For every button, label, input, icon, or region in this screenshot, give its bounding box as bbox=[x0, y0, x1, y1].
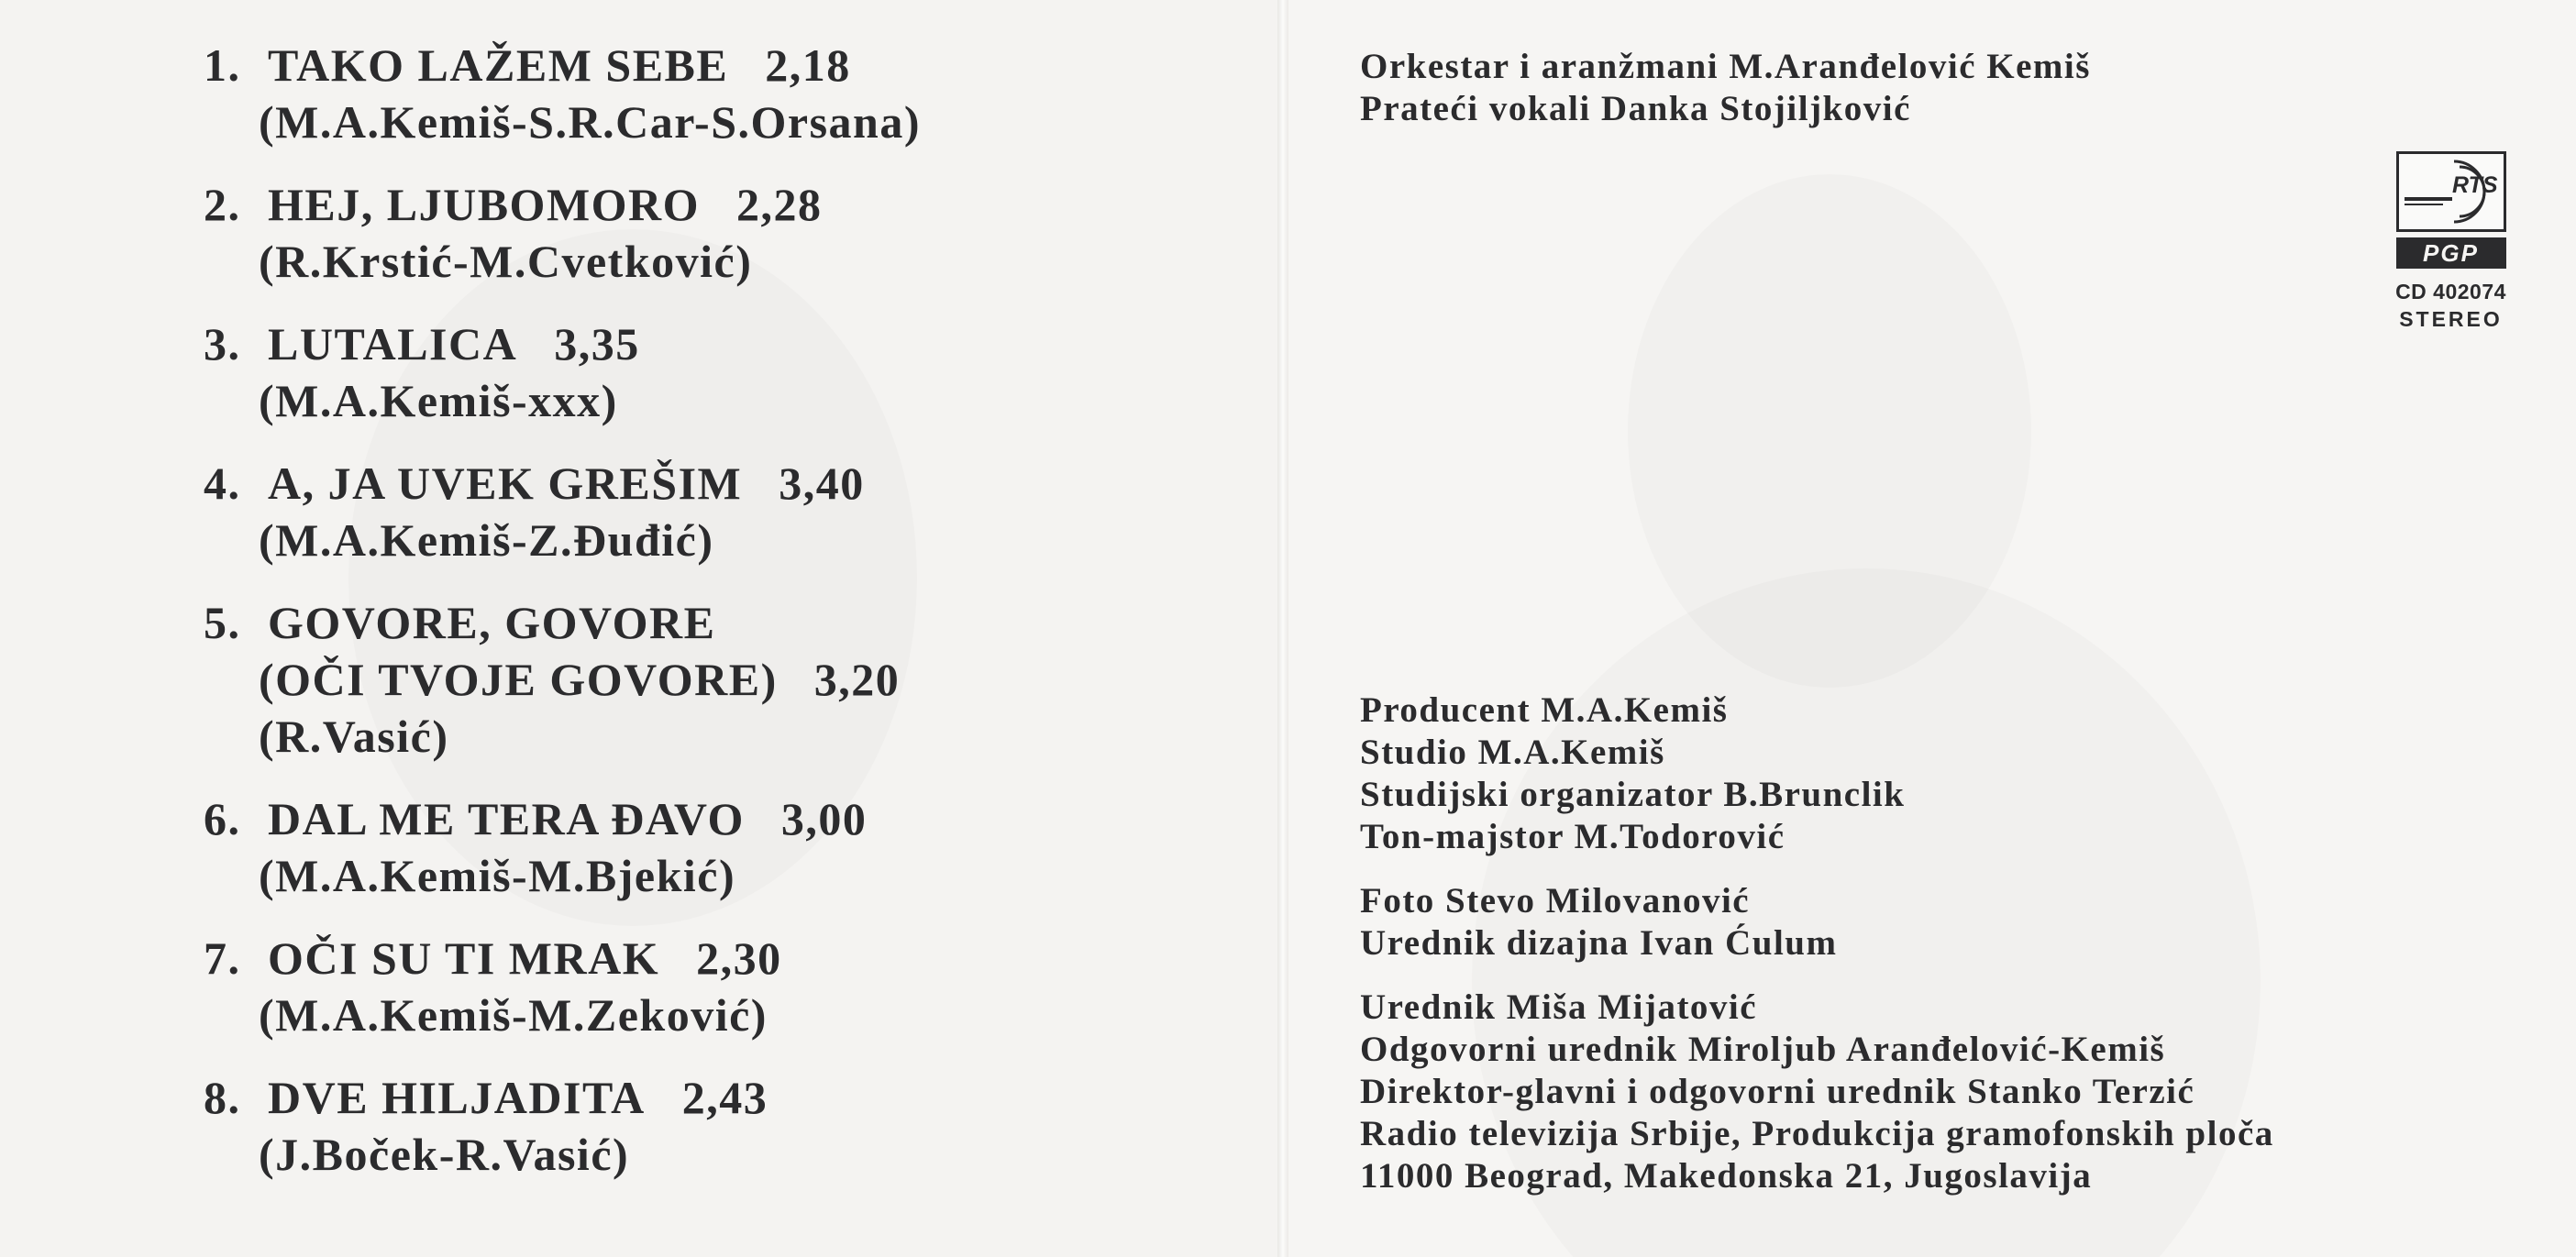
credit-line: Prateći vokali Danka Stojiljković bbox=[1360, 89, 1911, 128]
credits-bottom bbox=[1360, 689, 2274, 1219]
track-title-line bbox=[204, 790, 1212, 847]
track-item bbox=[204, 176, 1212, 290]
track-title-line bbox=[204, 315, 1212, 372]
track-item bbox=[204, 594, 1212, 765]
track-title-line bbox=[204, 37, 1212, 94]
credit-line: Radio televizija Srbije, Produkcija gramofonskih ploča bbox=[1360, 1114, 2274, 1153]
catalog-number: CD 402074 bbox=[2395, 280, 2506, 303]
credit-group bbox=[1360, 689, 2274, 858]
track-subtitle-line bbox=[204, 651, 1212, 708]
track-number: 8. bbox=[204, 1072, 241, 1123]
track-item bbox=[204, 315, 1212, 429]
rts-mark-text: RTS bbox=[2451, 172, 2498, 198]
track-credits: (M.A.Kemiš-M.Zeković) bbox=[259, 989, 768, 1041]
rts-logo-icon bbox=[2396, 151, 2506, 232]
track-duration: 2,18 bbox=[765, 39, 851, 91]
booklet-fold bbox=[1277, 0, 1288, 1257]
track-credits: (R.Vasić) bbox=[259, 711, 449, 762]
track-item bbox=[204, 37, 1212, 150]
track-title: HEJ, LJUBOMORO bbox=[268, 179, 701, 230]
format-label: STEREO bbox=[2399, 307, 2503, 331]
track-credits: (M.A.Kemiš-Z.Đuđić) bbox=[259, 514, 714, 566]
credit-line: Orkestar i aranžmani M.Aranđelović Kemiš bbox=[1360, 47, 2091, 86]
track-title: DVE HILJADITA bbox=[268, 1072, 646, 1123]
credit-group bbox=[1360, 987, 2274, 1197]
track-list bbox=[204, 37, 1212, 1208]
track-title-line bbox=[204, 176, 1212, 233]
credit-line: Urednik Miša Mijatović bbox=[1360, 987, 1758, 1027]
track-title-line bbox=[204, 930, 1212, 987]
track-duration: 2,30 bbox=[696, 932, 782, 984]
track-credits: (R.Krstić-M.Cvetković) bbox=[259, 236, 753, 287]
track-duration: 3,00 bbox=[780, 793, 868, 844]
track-number: 4. bbox=[204, 458, 241, 509]
track-title-line bbox=[204, 594, 1212, 651]
track-credits: (M.A.Kemiš-M.Bjekić) bbox=[259, 850, 736, 901]
track-title-line bbox=[204, 455, 1212, 512]
track-title: A, JA UVEK GREŠIM bbox=[268, 458, 743, 509]
track-item bbox=[204, 930, 1212, 1043]
track-duration: 3,40 bbox=[779, 458, 865, 509]
credit-line: Urednik dizajna Ivan Ćulum bbox=[1360, 923, 1838, 963]
credit-group bbox=[1360, 880, 2274, 965]
pgp-label: PGP bbox=[2396, 237, 2506, 269]
track-credits: (M.A.Kemiš-xxx) bbox=[259, 375, 618, 426]
credit-line: Direktor-glavni i odgovorni urednik Stanko Terzić bbox=[1360, 1072, 2195, 1111]
track-number: 6. bbox=[204, 793, 241, 844]
track-number: 1. bbox=[204, 39, 241, 91]
track-subtitle: (OČI TVOJE GOVORE) bbox=[259, 654, 778, 705]
credit-line: Odgovorni urednik Miroljub Aranđelović-Kemiš bbox=[1360, 1030, 2166, 1069]
track-number: 7. bbox=[204, 932, 241, 984]
track-title: LUTALICA bbox=[268, 318, 518, 369]
credit-line: Foto Stevo Milovanović bbox=[1360, 881, 1751, 921]
credit-line: 11000 Beograd, Makedonska 21, Jugoslavija bbox=[1360, 1156, 2093, 1196]
left-panel bbox=[0, 0, 1277, 1257]
track-title-line bbox=[204, 1069, 1212, 1126]
track-duration: 3,20 bbox=[813, 654, 901, 705]
track-item bbox=[204, 455, 1212, 568]
track-title: OČI SU TI MRAK bbox=[268, 932, 660, 984]
track-title: TAKO LAŽEM SEBE bbox=[268, 39, 729, 91]
track-duration: 2,28 bbox=[736, 179, 823, 230]
track-number: 3. bbox=[204, 318, 241, 369]
track-item bbox=[204, 790, 1212, 904]
track-title: DAL ME TERA ĐAVO bbox=[268, 793, 745, 844]
track-item bbox=[204, 1069, 1212, 1183]
credit-line: Studijski organizator B.Brunclik bbox=[1360, 775, 1906, 814]
credit-line: Ton-majstor M.Todorović bbox=[1360, 817, 1786, 856]
track-credits: (J.Boček-R.Vasić) bbox=[259, 1129, 630, 1180]
track-duration: 3,35 bbox=[554, 318, 640, 369]
track-number: 5. bbox=[204, 597, 241, 648]
track-number: 2. bbox=[204, 179, 241, 230]
track-duration: 2,43 bbox=[681, 1072, 768, 1123]
label-logo bbox=[2394, 151, 2508, 333]
rts-logo-graphic bbox=[2399, 154, 2504, 229]
track-title: GOVORE, GOVORE bbox=[268, 597, 716, 648]
track-credits: (M.A.Kemiš-S.R.Car-S.Orsana) bbox=[259, 96, 922, 148]
credit-line: Studio M.A.Kemiš bbox=[1360, 733, 1665, 772]
credits-top bbox=[1360, 46, 2091, 130]
credit-line: Producent M.A.Kemiš bbox=[1360, 690, 1729, 730]
